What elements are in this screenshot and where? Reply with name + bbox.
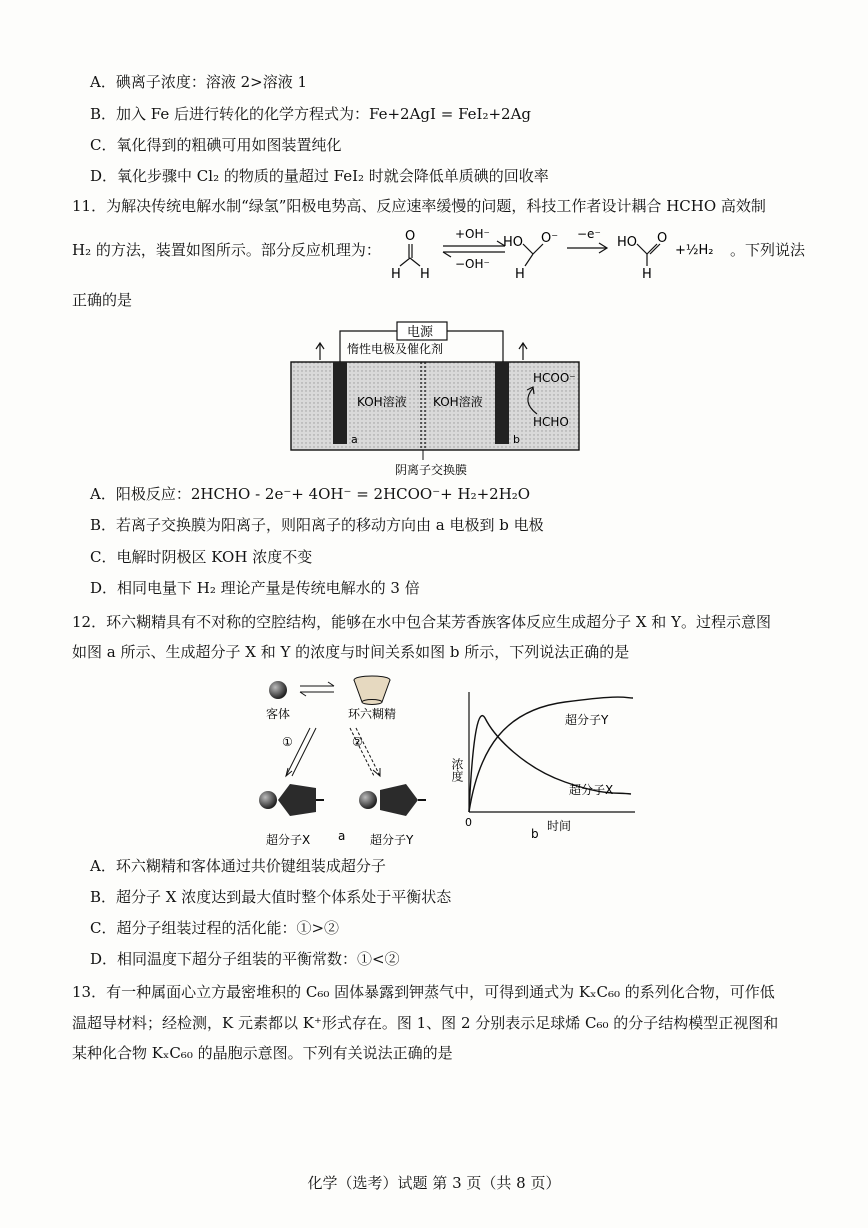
y-axis-label: 浓度 [450,758,464,782]
mech-atom-h3: H [515,267,525,282]
x-guest-ball [259,791,277,809]
q10-option-b: B．加入 Fe 后进行转化的化学方程式为：Fe+2AgI = FeI₂+2Ag [90,105,532,123]
q12-stem-line1: 12．环六糊精具有不对称的空腔结构，能够在水中包合某芳香族客体反应生成超分子 X 和 Y。过程示意图 [72,613,771,631]
mech-plus-oh: +OH⁻ [455,227,490,241]
guest-label: 客体 [266,707,291,721]
product-y-label: 超分子Y [370,833,414,847]
product-x-label: 超分子X [266,833,311,847]
q10-option-c: C．氧化得到的粗碘可用如图装置纯化 [90,136,342,154]
q12-option-d: D．相同温度下超分子组装的平衡常数：①<② [90,950,400,968]
q12-figure-b [450,688,645,841]
species-hcoo: HCOO⁻ [533,371,576,385]
mech-atom-o1: O [405,229,416,244]
y-host-cone [380,784,418,816]
right-solution-label: KOH溶液 [433,395,483,409]
q12-option-a: A．环六糊精和客体通过共价键组装成超分子 [90,857,386,875]
electrode-b-label: b [513,433,520,446]
q10-option-a: A．碘离子浓度：溶液 2>溶液 1 [90,73,308,91]
host-cone [354,680,390,702]
q12-figure-a [250,672,440,852]
path1-label: ① [282,735,293,749]
curve-x-label: 超分子X [569,783,614,797]
q12-option-c: C．超分子组装过程的活化能：①>② [90,919,340,937]
mech-atom-h4: H [642,267,652,282]
q13-stem-line2: 温超导材料；经检测，K 元素都以 K⁺形式存在。图 1、图 2 分别表示足球烯 C₆₀ 的分子结构模型正视图和 [72,1014,779,1032]
curve-y-label: 超分子Y [565,713,609,727]
host-label: 环六糊精 [348,707,397,721]
mech-atom-o2: O [657,231,668,246]
q12-option-b: B．超分子 X 浓度达到最大值时整个体系处于平衡状态 [90,888,452,906]
mech-group-ho2: HO [617,235,638,250]
mech-minus-e: −e⁻ [577,227,601,241]
q11-option-b: B．若离子交换膜为阳离子，则阳离子的移动方向由 a 电极到 b 电极 [90,516,544,534]
origin-label: 0 [465,816,472,829]
page-footer: 化学（选考）试题 第 3 页（共 8 页） [307,1174,561,1192]
species-hcho: HCHO [533,415,569,429]
q11-apparatus-figure [285,318,585,478]
curve-supramolecule-x [469,716,631,812]
electrode-a [333,362,347,444]
mech-group-ho: HO [503,235,524,250]
figure-b-caption: b [531,827,539,841]
mech-atom-h2: H [420,267,430,282]
q11-option-c: C．电解时阴极区 KOH 浓度不变 [90,548,313,566]
q13-stem-line1: 13．有一种属面心立方最密堆积的 C₆₀ 固体暴露到钾蒸气中，可得到通式为 KₓC₆₀ 的系列化合物，可作低 [72,983,775,1001]
mech-atom-h1: H [391,267,401,282]
path2-label: ② [352,735,363,749]
q11-stem-line1: 11．为解决传统电解水制“绿氢”阳极电势高、反应速率缓慢的问题，科技工作者设计耦合 HCHO 高效制 [72,197,766,215]
q11-stem-line2-end: 。下列说法 [730,241,806,259]
electrode-label: 惰性电极及催化剂 [347,342,444,356]
electrode-a-label: a [351,433,358,446]
q11-option-a: A．阳极反应：2HCHO - 2e⁻+ 4OH⁻ = 2HCOO⁻+ H₂+2H₂O [90,485,531,503]
guest-ball [269,681,287,699]
power-label: 电源 [407,325,434,340]
q10-option-d: D．氧化步骤中 Cl₂ 的物质的量超过 FeI₂ 时就会降低单质碘的回收率 [90,167,549,185]
q11-mechanism-scheme [385,222,725,282]
mech-group-o-minus: O⁻ [541,231,559,246]
figure-a-caption: a [338,829,346,843]
q13-stem-line3: 某种化合物 KₓC₆₀ 的晶胞示意图。下列有关说法正确的是 [72,1044,453,1062]
mech-half-h2: +½H₂ [675,243,714,258]
q11-stem-line2-start: H₂ 的方法，装置如图所示。部分反应机理为： [72,241,381,259]
q11-stem-line3: 正确的是 [72,291,133,309]
electrode-b [495,362,509,444]
mech-minus-oh: −OH⁻ [455,257,490,271]
q11-option-d: D．相同电量下 H₂ 理论产量是传统电解水的 3 倍 [90,579,420,597]
membrane-label: 阴离子交换膜 [395,463,468,477]
left-solution-label: KOH溶液 [357,395,407,409]
y-guest-ball [359,791,377,809]
x-axis-label: 时间 [547,819,572,833]
q12-stem-line2: 如图 a 所示、生成超分子 X 和 Y 的浓度与时间关系如图 b 所示，下列说法正确的是 [72,643,630,661]
x-host-cone [278,784,316,816]
